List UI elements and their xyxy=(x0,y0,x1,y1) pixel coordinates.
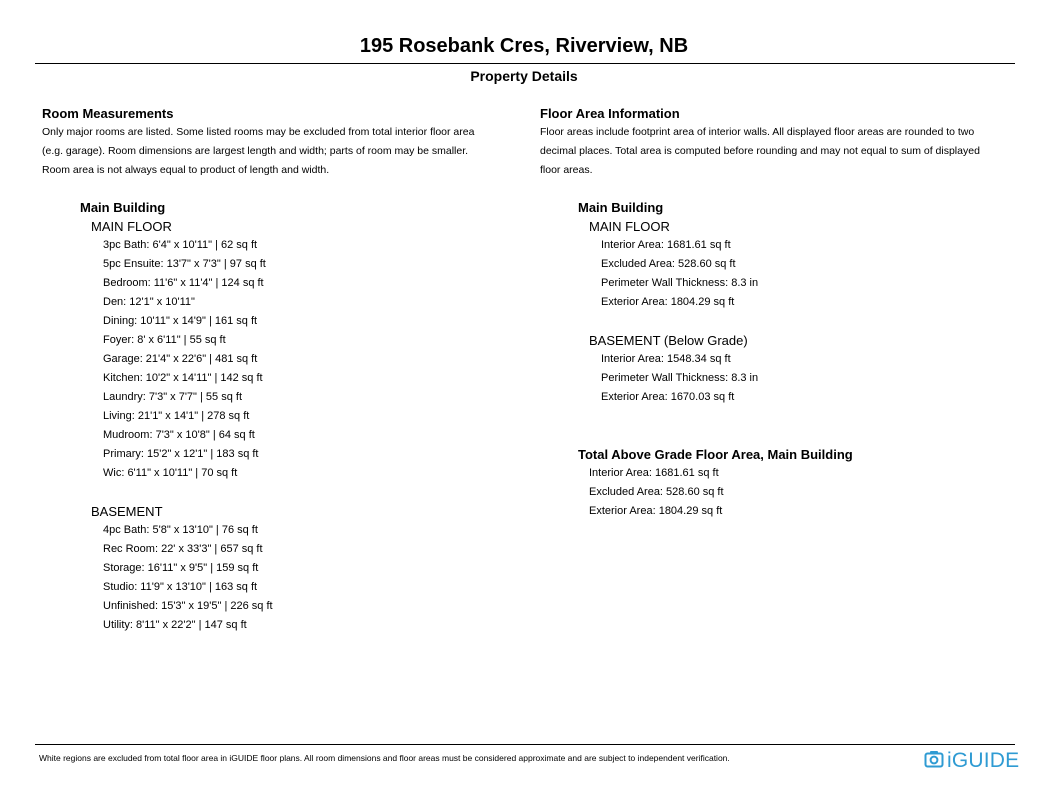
description-line: Only major rooms are listed. Some listed rooms may be excluded from total interior floor area xyxy=(42,126,475,138)
room-item: 4pc Bath: 5'8" x 13'10" | 76 sq ft xyxy=(103,524,258,536)
room-item: Primary: 15'2" x 12'1" | 183 sq ft xyxy=(103,448,259,460)
description-line: Room area is not always equal to product of length and width. xyxy=(42,164,330,176)
room-measurements-section xyxy=(42,105,522,635)
room-measurements-heading: Room Measurements xyxy=(42,106,174,121)
camera-icon xyxy=(924,750,944,773)
floor-name-main: MAIN FLOOR xyxy=(91,219,172,234)
area-item: Perimeter Wall Thickness: 8.3 in xyxy=(601,372,759,384)
room-list-basement xyxy=(42,521,522,635)
building-name: Main Building xyxy=(80,200,166,215)
description-line: decimal places. Total area is computed before rounding and may not equal to sum of displayed xyxy=(540,145,980,157)
room-item: 5pc Ensuite: 13'7" x 7'3" | 97 sq ft xyxy=(103,258,266,270)
room-item: Living: 21'1" x 14'1" | 278 sq ft xyxy=(103,410,250,422)
footer-divider xyxy=(35,744,1015,745)
floor-name-basement: BASEMENT xyxy=(91,504,163,519)
floor-area-section xyxy=(540,105,1020,521)
room-item: Unfinished: 15'3" x 19'5" | 226 sq ft xyxy=(103,600,273,612)
room-item: Bedroom: 11'6" x 11'4" | 124 sq ft xyxy=(103,277,264,289)
page-subtitle: Property Details xyxy=(470,68,578,84)
logo-wordmark: iGUIDE xyxy=(947,749,1020,772)
page-title: 195 Rosebank Cres, Riverview, NB xyxy=(359,35,689,57)
area-item: Interior Area: 1681.61 sq ft xyxy=(601,239,731,251)
room-item: Utility: 8'11" x 22'2" | 147 sq ft xyxy=(103,619,247,631)
floor-name-main: MAIN FLOOR xyxy=(589,219,670,234)
total-area-heading: Total Above Grade Floor Area, Main Building xyxy=(578,447,853,462)
area-list-main-floor xyxy=(540,236,1020,312)
room-item: Storage: 16'11" x 9'5" | 159 sq ft xyxy=(103,562,259,574)
area-item: Exterior Area: 1804.29 sq ft xyxy=(589,505,723,517)
area-item: Perimeter Wall Thickness: 8.3 in xyxy=(601,277,759,289)
room-item: Wic: 6'11" x 10'11" | 70 sq ft xyxy=(103,467,238,479)
room-measurements-description xyxy=(42,123,522,180)
room-item: Foyer: 8' x 6'11" | 55 sq ft xyxy=(103,334,226,346)
room-item: Garage: 21'4" x 22'6" | 481 sq ft xyxy=(103,353,258,365)
area-list-basement xyxy=(540,350,1020,407)
area-item: Excluded Area: 528.60 sq ft xyxy=(601,258,736,270)
room-item: Kitchen: 10'2" x 14'11" | 142 sq ft xyxy=(103,372,263,384)
area-item: Exterior Area: 1804.29 sq ft xyxy=(601,296,735,308)
area-item: Excluded Area: 528.60 sq ft xyxy=(589,486,724,498)
room-item: Studio: 11'9" x 13'10" | 163 sq ft xyxy=(103,581,258,593)
area-item: Interior Area: 1548.34 sq ft xyxy=(601,353,731,365)
description-line: (e.g. garage). Room dimensions are largest length and width; parts of room may be smaller. xyxy=(42,145,469,157)
iguide-logo xyxy=(924,749,1019,773)
total-area-list xyxy=(540,464,1020,521)
room-item: Mudroom: 7'3" x 10'8" | 64 sq ft xyxy=(103,429,255,441)
building-name: Main Building xyxy=(578,200,664,215)
floor-area-description xyxy=(540,123,1020,180)
room-item: 3pc Bath: 6'4" x 10'11" | 62 sq ft xyxy=(103,239,258,251)
footer-disclaimer: White regions are excluded from total floor area in iGUIDE floor plans. All room dimensions and floor areas must be considered approximate and are subject to independent verification. xyxy=(39,753,730,763)
room-list-main-floor xyxy=(42,236,522,483)
header-divider xyxy=(35,63,1015,64)
room-item: Den: 12'1" x 10'11" xyxy=(103,296,195,308)
room-item: Dining: 10'11" x 14'9" | 161 sq ft xyxy=(103,315,258,327)
area-item: Exterior Area: 1670.03 sq ft xyxy=(601,391,735,403)
description-line: floor areas. xyxy=(540,164,593,176)
room-item: Rec Room: 22' x 33'3" | 657 sq ft xyxy=(103,543,263,555)
floor-area-heading: Floor Area Information xyxy=(540,106,680,121)
floor-name-basement: BASEMENT (Below Grade) xyxy=(589,333,748,348)
area-item: Interior Area: 1681.61 sq ft xyxy=(589,467,719,479)
description-line: Floor areas include footprint area of interior walls. All displayed floor areas are rounded to two xyxy=(540,126,975,138)
room-item: Laundry: 7'3" x 7'7" | 55 sq ft xyxy=(103,391,243,403)
